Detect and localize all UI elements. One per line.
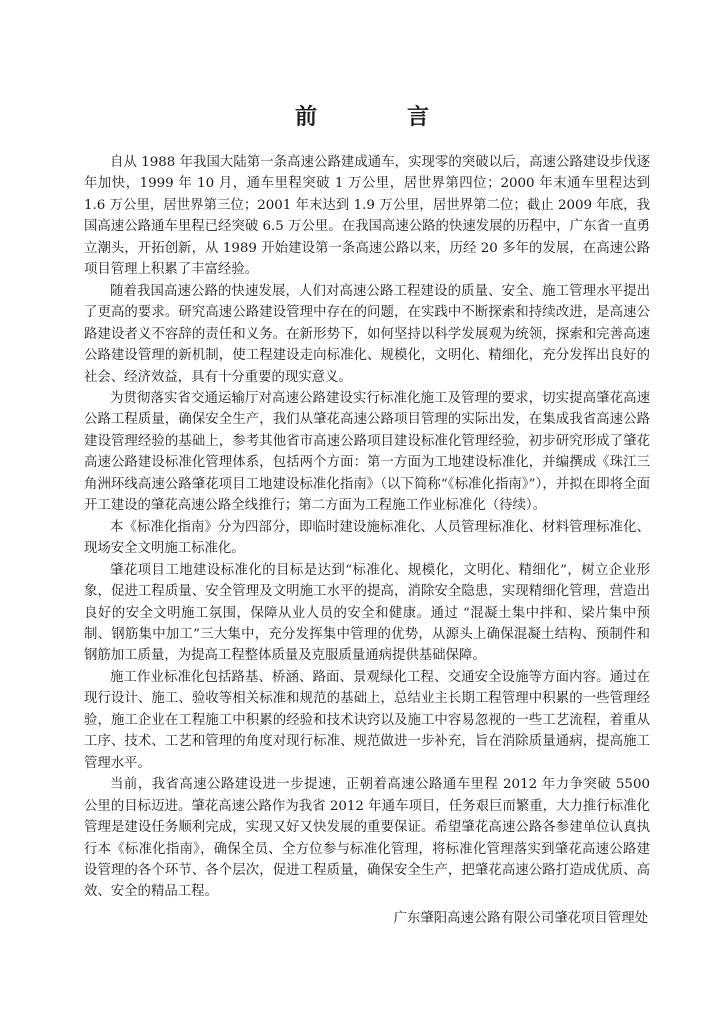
paragraph-6: 施工作业标准化包括路基、桥涵、路面、景观绿化工程、交通安全设施等方面内容。通过在现行设计、施工、验收等相关标准和规范的基础上，总结业主长期工程管理中积累的一些管理经验，施工企业在工程施工中积累的经验和技术诀窍以及施工中容易忽视的一些工艺流程，着重从工序、技术、工艺和管理的角度对现行标准、规范做进一步补充，旨在消除质量通病，提高施工管理水平。 xyxy=(84,669,650,771)
page-title: 前 言 xyxy=(294,105,463,130)
paragraph-4: 本《标准化指南》分为四部分，即临时建设施标准化、人员管理标准化、材料管理标准化、现场安全文明施工标准化。 xyxy=(84,519,650,557)
signature: 广东肇阳高速公路有限公司肇花项目管理处 xyxy=(393,911,648,926)
paragraph-5: 肇花项目工地建设标准化的目标是达到“标准化、规模化，文明化、精细化”，树立企业形象，促进工程质量、安全管理及文明施工水平的提高，消除安全隐患，实现精细化管理，营造出良好的安全文明施工氛围，保障从业人员的安全和健康。通过 “混凝土集中拌和、梁片集中预制、钢筋集中加工”三大集中，充分发挥集中管理的优势，从源头上确保混凝土结构、预制件和钢筋加工质量，为提高工程整体质量及克服质量通病提供基础保障。 xyxy=(84,562,650,664)
paragraph-2: 随着我国高速公路的快速发展，人们对高速公路工程建设的质量、安全、施工管理水平提出了更高的要求。研究高速公路建设管理中存在的问题，在实践中不断探索和持续改进，是高速公路建设者义不容辞的责任和义务。在新形势下，如何坚持以科学发展观为统领，探索和完善高速公路建设管理的新机制，使工程建设走向标准化、规模化，文明化、精细化，充分发挥出良好的社会、经济效益，具有十分重要的现实意义。 xyxy=(84,283,650,385)
paragraph-3: 为贯彻落实省交通运输厅对高速公路建设实行标准化施工及管理的要求，切实提高肇花高速公路工程质量，确保安全生产，我们从肇花高速公路项目管理的实际出发，在集成我省高速公路建设管理经验的基础上，参考其他省市高速公路项目建设标准化管理经验，初步研究形成了肇花高速公路建设标准化管理体系，包括两个方面：第一方面为工地建设标准化，并编撰成《珠江三角洲环线高速公路肇花项目工地建设标准化指南》（以下简称“《标准化指南》”），并拟在即将全面开工建设的肇花高速公路全线推行；第二方面为工程施工作业标准化（待续）。 xyxy=(84,390,650,514)
paragraph-1: 自从 1988 年我国大陆第一条高速公路建成通车，实现零的突破以后，高速公路建设步伐逐年加快，1999 年 10 月，通车里程突破 1 万公里，居世界第四位；2000 年末通车里程达到 1.6 万公里，居世界第三位；2001 年末达到 1.9 万公里，居世界第二位；截止 2009 年底，我国高速公路通车里程已经突破 6.5 万公里。在我国高速公路的快速发展的历程中，广东省一直勇立潮头，开拓创新，从 1989 开始建设第一条高速公路以来，历经 20 多年的发展，在高速公路项目管理上积累了丰富经验。 xyxy=(84,155,650,278)
preface-body xyxy=(84,152,650,903)
paragraph-7: 当前，我省高速公路建设进一步提速，正朝着高速公路通车里程 2012 年力争突破 5500 公里的目标迈进。肇花高速公路作为我省 2012 年通车项目，任务艰巨而繁重，大力推行标准化管理是建设任务顺利完成，实现又好又快发展的重要保证。希望肇花高速公路各参建单位认真执行本《标准化指南》，确保全员、全方位参与标准化管理，将标准化管理落实到肇花高速公路建设管理的各个环节、各个层次，促进工程质量，确保安全生产，把肇花高速公路打造成优质、高效、安全的精品工程。 xyxy=(84,777,650,900)
